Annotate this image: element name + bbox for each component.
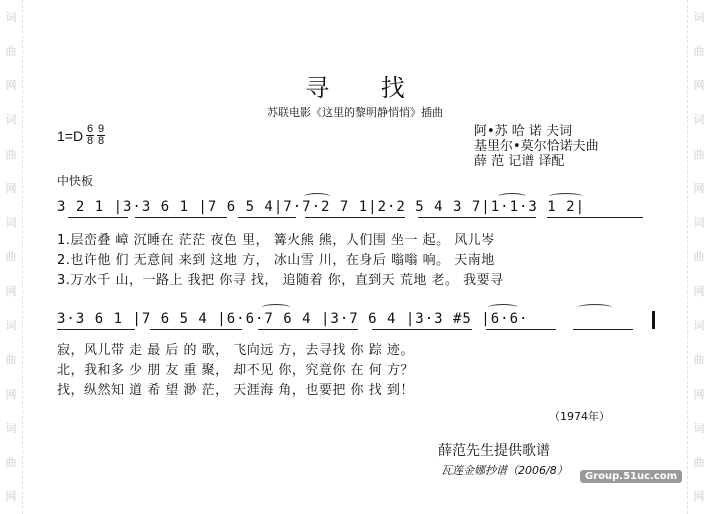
watermark-char: 词 bbox=[693, 10, 705, 24]
beam-line bbox=[258, 329, 358, 330]
lyric-verse-2-line-2: 北，我和多 少 朋 友 重 聚， 却不见 你，究竟你 在 何 方？ bbox=[57, 363, 414, 378]
watermark-char: 曲 bbox=[5, 44, 17, 58]
watermark-char: 词 bbox=[5, 216, 17, 230]
translator-credit: 薛 范 记谱 译配 bbox=[474, 154, 565, 169]
song-subtitle: 苏联电影《这里的黎明静悄悄》插曲 bbox=[267, 106, 443, 119]
watermark-char: 网 bbox=[693, 181, 705, 195]
time-numerator: 6 bbox=[87, 123, 94, 135]
watermark-char: 网 bbox=[5, 284, 17, 298]
watermark-char: 网 bbox=[5, 490, 17, 504]
watermark-char: 曲 bbox=[693, 250, 705, 264]
watermark-char: 曲 bbox=[5, 250, 17, 264]
beam-line bbox=[150, 329, 242, 330]
watermark-char: 词 bbox=[5, 421, 17, 435]
watermark-char: 曲 bbox=[5, 353, 17, 367]
watermark-char: 网 bbox=[693, 79, 705, 93]
watermark-char: 曲 bbox=[693, 44, 705, 58]
beam-line bbox=[486, 329, 556, 330]
watermark-char: 网 bbox=[693, 284, 705, 298]
slur bbox=[304, 193, 330, 200]
watermark-char: 词 bbox=[5, 319, 17, 333]
lyric-verse-3-line-1: 3.万水千 山，一路上 我把 你寻 找， 追随着 你，直到天 荒地 老。 我要寻 bbox=[57, 273, 504, 288]
watermark-char: 网 bbox=[5, 181, 17, 195]
beam-line bbox=[547, 217, 643, 218]
watermark-char: 曲 bbox=[693, 147, 705, 161]
time-signature-1 bbox=[86, 124, 94, 147]
lyricist-credit: 阿•苏 哈 诺 夫词 bbox=[474, 124, 573, 139]
beam-line bbox=[372, 329, 472, 330]
watermark-char: 网 bbox=[5, 387, 17, 401]
watermark-char: 网 bbox=[693, 387, 705, 401]
time-signature-2 bbox=[97, 124, 105, 147]
beam-line bbox=[57, 329, 135, 330]
slur bbox=[549, 193, 583, 200]
watermark-char: 词 bbox=[5, 113, 17, 127]
score-copier: 瓦莲金娜抄谱（2006/8） bbox=[441, 464, 568, 477]
watermark-char: 网 bbox=[5, 79, 17, 93]
beam-line bbox=[418, 217, 536, 218]
watermark-char: 词 bbox=[693, 216, 705, 230]
song-title: 寻 找 bbox=[305, 74, 427, 102]
watermark-char: 词 bbox=[693, 113, 705, 127]
beam-line bbox=[135, 217, 227, 218]
watermark-char: 曲 bbox=[693, 353, 705, 367]
watermark-char: 网 bbox=[693, 490, 705, 504]
beam-line bbox=[238, 217, 296, 218]
final-barline bbox=[652, 311, 655, 329]
notation-row-2: 3·3 6 1 |7 6 5 4 |6·6·7 6 4 |3·7 6 4 |3·3 #5 |6·6· bbox=[57, 311, 529, 327]
composer-credit: 基里尔•莫尔恰诺夫曲 bbox=[474, 139, 599, 154]
watermark-char: 曲 bbox=[693, 456, 705, 470]
notation-row-1: 3 2 1 |3·3 6 1 |7 6 5 4|7·7·2 7 1|2·2 5 4 3 7|1·1·3 1 2| bbox=[57, 199, 586, 215]
slur bbox=[262, 304, 290, 311]
time-denominator: 8 bbox=[87, 135, 94, 147]
beam-line bbox=[573, 329, 633, 330]
key-label: 1=D bbox=[57, 127, 84, 144]
site-watermark: Group.51uc.com bbox=[580, 470, 682, 483]
watermark-char: 词 bbox=[693, 421, 705, 435]
lyric-verse-3-line-2: 找，纵然知 道 希 望 渺 茫， 天涯海 角，也要把 你 找 到！ bbox=[57, 383, 414, 398]
key-signature bbox=[57, 124, 105, 147]
score-provider: 薛范先生提供歌谱 bbox=[438, 443, 550, 459]
watermark-char: 曲 bbox=[5, 147, 17, 161]
slur bbox=[488, 304, 518, 311]
slur bbox=[578, 304, 612, 311]
year-note: （1974年） bbox=[549, 410, 610, 423]
time-numerator: 9 bbox=[98, 123, 105, 135]
credits bbox=[474, 124, 599, 169]
time-denominator: 8 bbox=[98, 135, 105, 147]
beam-line bbox=[68, 217, 128, 218]
beam-line bbox=[305, 217, 405, 218]
lyric-verse-1-line-2: 寂，风儿带 走 最 后 的 歌， 飞向远 方，去寻找 你 踪 迹。 bbox=[57, 343, 414, 358]
slur bbox=[498, 193, 526, 200]
watermark-char: 曲 bbox=[5, 456, 17, 470]
watermark-char: 词 bbox=[693, 319, 705, 333]
lyric-verse-1-line-1: 1.层峦叠 嶂 沉睡在 茫茫 夜色 里， 篝火熊 熊，人们围 坐一 起。 风儿岑 bbox=[57, 233, 495, 248]
watermark-char: 词 bbox=[5, 10, 17, 24]
lyric-verse-2-line-1: 2.也许他 们 无意间 来到 这地 方， 冰山雪 川，在身后 嗡嗡 响。 天南地 bbox=[57, 253, 495, 268]
tempo-marking: 中快板 bbox=[57, 174, 94, 188]
